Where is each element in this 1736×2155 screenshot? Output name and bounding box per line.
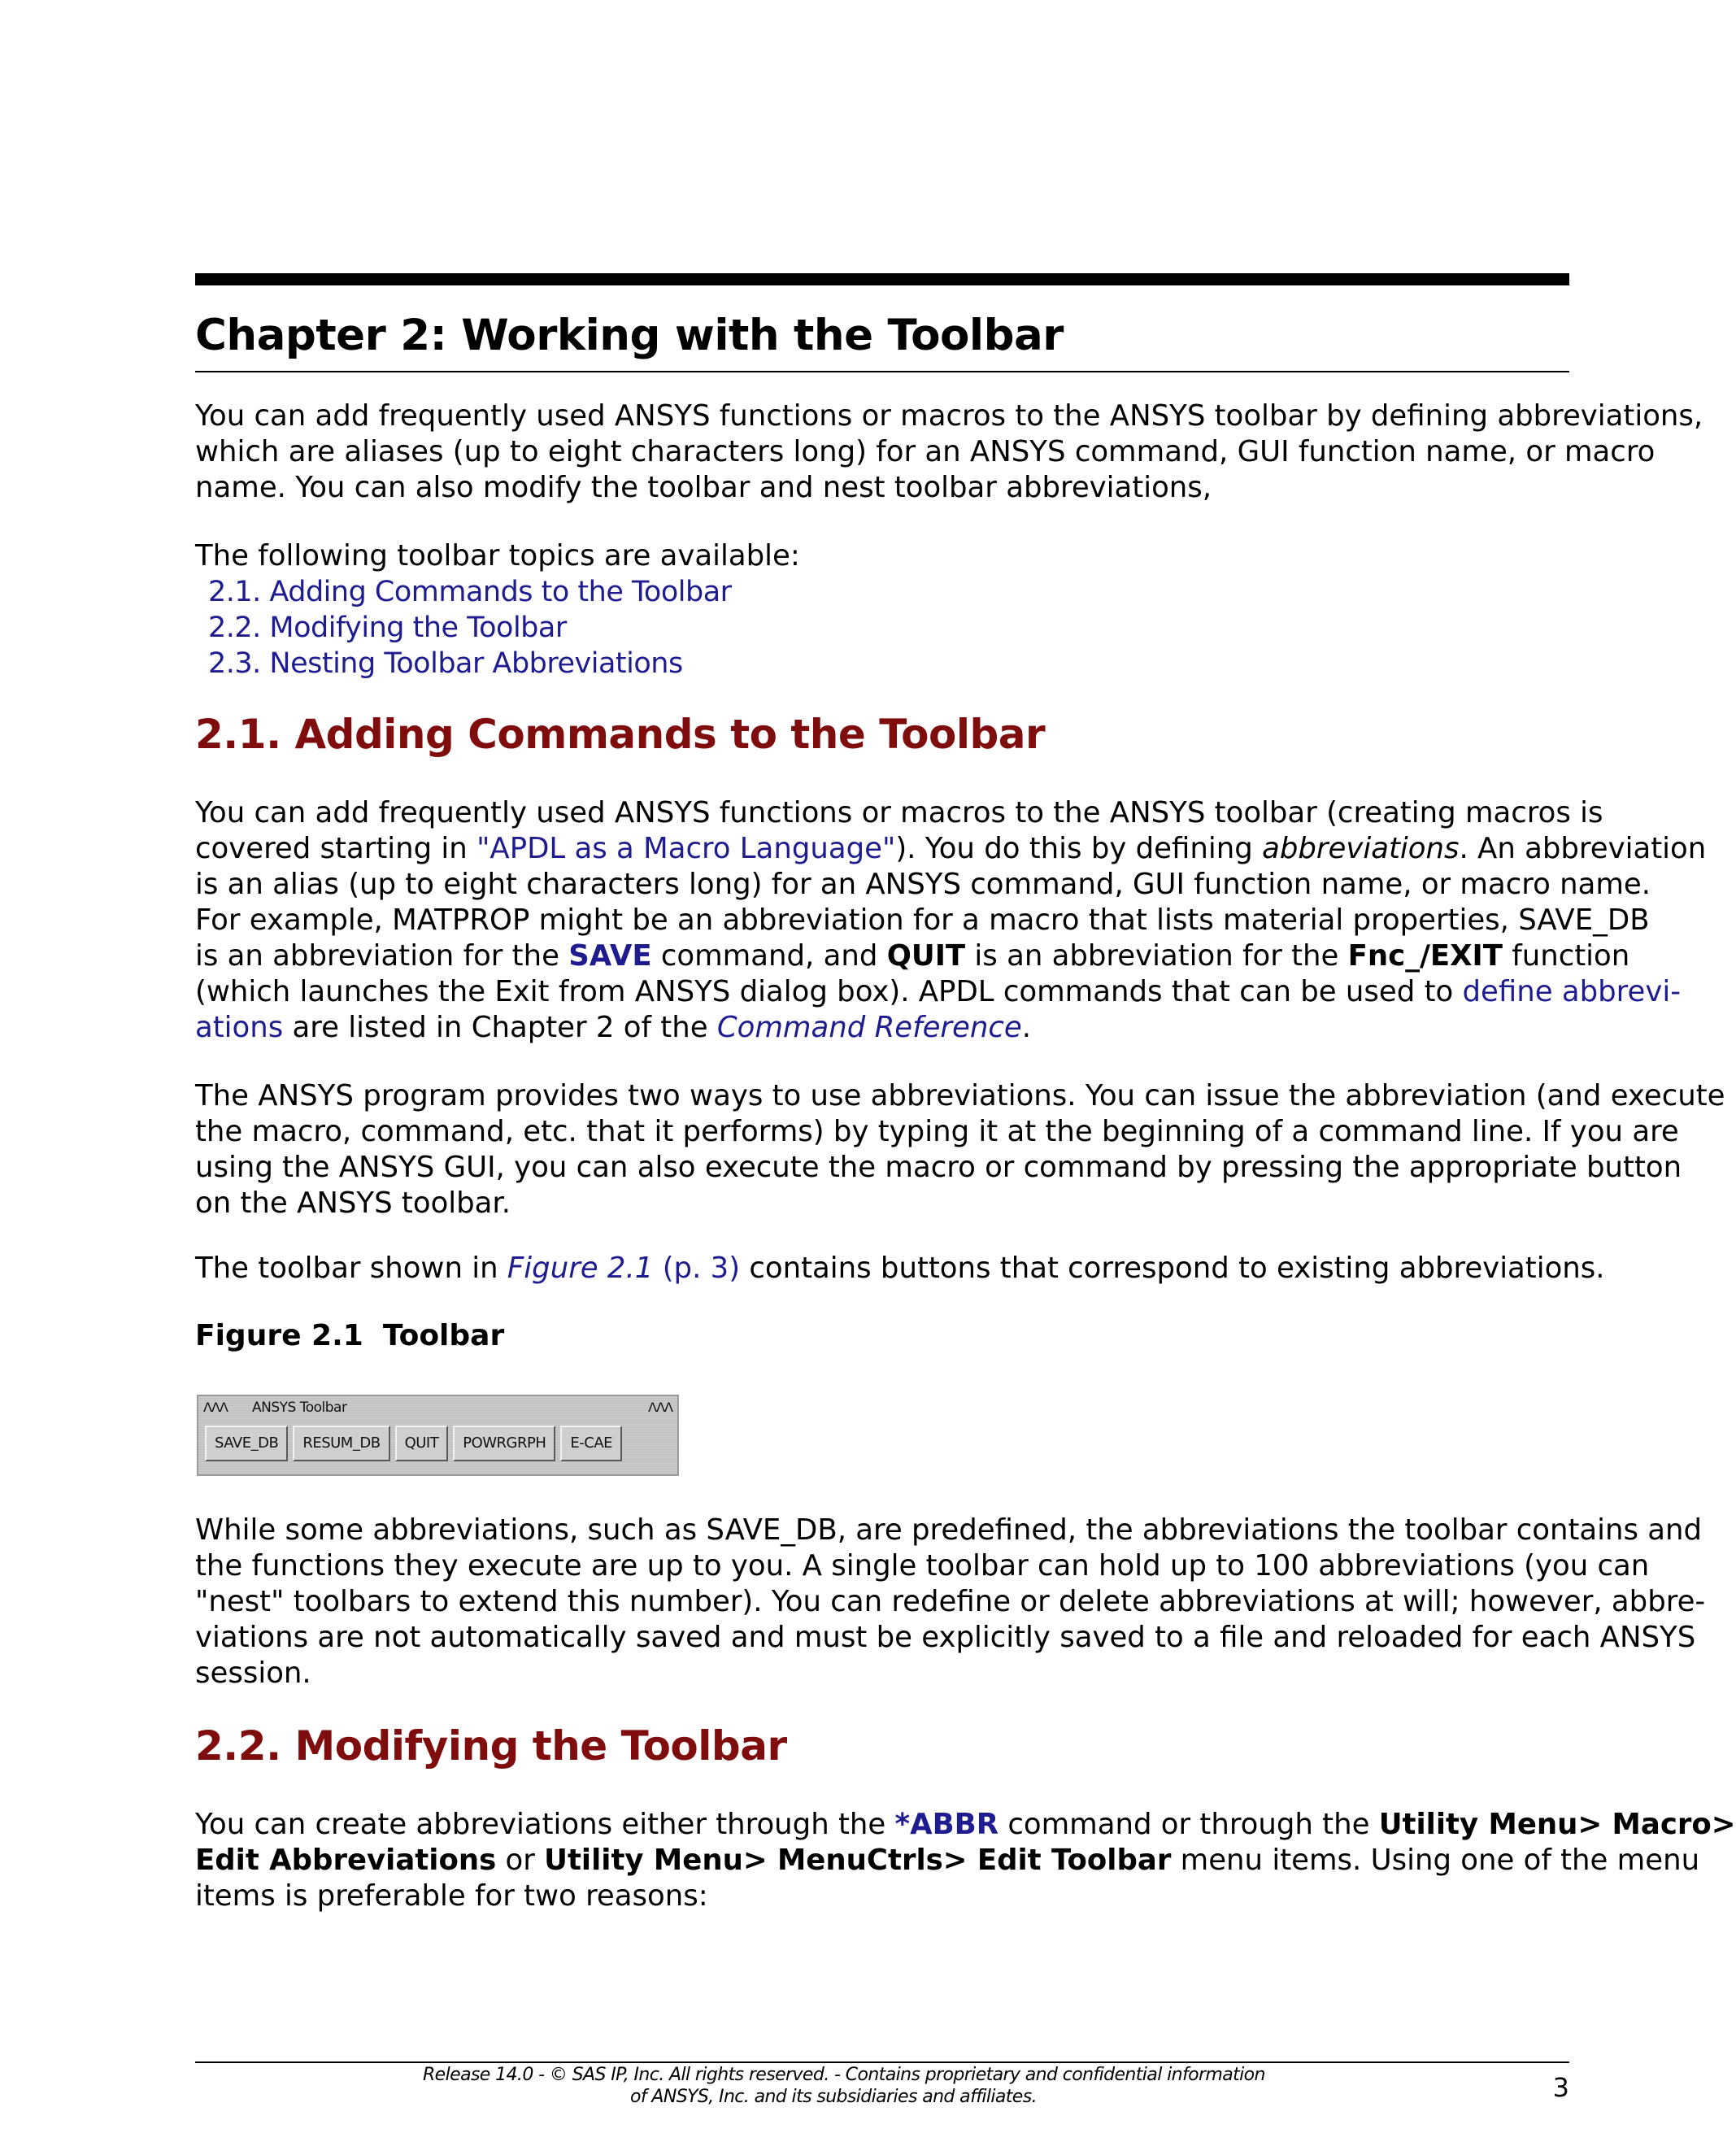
text-line: You can add frequently used ANSYS functions or macros to the ANSYS toolbar by defining abbreviations, [195, 399, 1703, 433]
text-run: are listed in Chapter 2 of the [283, 1011, 717, 1044]
toolbar-caret-right-icon: ΛΛΛ [648, 1400, 672, 1415]
footer-line: of ANSYS, Inc. and its subsidiaries and affiliates. [630, 2087, 1037, 2107]
apdl-macro-language-link[interactable]: "APDL as a Macro Language" [476, 832, 896, 865]
section1-paragraph-4 [195, 1513, 1706, 1691]
text-line: which are aliases (up to eight characters long) for an ANSYS command, GUI function name, or macro [195, 435, 1656, 468]
footer-rule [195, 2061, 1569, 2063]
toc-link-modifying-toolbar[interactable]: 2.2. Modifying the Toolbar [208, 612, 567, 644]
text-line: For example, MATPROP might be an abbreviation for a macro that lists material properties, SAVE_DB [195, 903, 1650, 937]
text-line: the macro, command, etc. that it performs) by typing it at the beginning of a command line. If you are [195, 1115, 1679, 1148]
text-run: You can create abbreviations either through the [195, 1808, 895, 1841]
figure-number: Figure 2.1 [195, 1319, 363, 1352]
resum-db-button[interactable]: RESUM_DB [293, 1426, 389, 1461]
menu-path-edit-toolbar: Utility Menu> MenuCtrls> Edit Toolbar [544, 1844, 1172, 1877]
text-line: items is preferable for two reasons: [195, 1879, 708, 1913]
text-run: command or through the [999, 1808, 1379, 1841]
text-line [195, 1843, 1700, 1879]
ansys-toolbar-figure [197, 1395, 679, 1476]
text-run: ). You do this by defining [895, 832, 1263, 865]
fnc-exit-keyword: Fnc_/EXIT [1347, 939, 1503, 973]
text-run: command, and [651, 939, 887, 973]
text-line: viations are not automatically saved and must be explicitly saved to a file and reloaded for each ANSYS [195, 1621, 1696, 1654]
text-run: or [496, 1844, 545, 1877]
figure-title: Toolbar [382, 1319, 505, 1352]
define-abbreviations-link-cont[interactable]: ations [195, 1011, 284, 1044]
text-line: name. You can also modify the toolbar and nest toolbar abbreviations, [195, 471, 1212, 504]
page-reference-link[interactable]: (p. 3) [662, 1252, 741, 1285]
text-run: function [1502, 939, 1630, 973]
command-reference-link[interactable]: Command Reference [716, 1011, 1022, 1044]
toc-link-nesting-abbreviations[interactable]: 2.3. Nesting Toolbar Abbreviations [208, 647, 683, 680]
menu-path-utility-macro: Utility Menu> Macro> [1378, 1808, 1736, 1841]
e-cae-button[interactable]: E-CAE [560, 1426, 622, 1461]
section1-paragraph-3 [195, 1251, 1605, 1286]
text-line: the functions they execute are up to you. A single toolbar can hold up to 100 abbreviations (you can [195, 1549, 1650, 1583]
quit-button[interactable]: QUIT [395, 1426, 449, 1461]
emphasis-abbreviations: abbreviations [1262, 832, 1460, 865]
text-run: . [1021, 1011, 1032, 1044]
text-run: (which launches the Exit from ANSYS dialog box). APDL commands that can be used to [195, 975, 1463, 1008]
table-of-contents [208, 574, 732, 681]
figure-caption [195, 1319, 504, 1352]
section2-paragraph-1 [195, 1807, 1736, 1914]
menu-path-edit-abbreviations: Edit Abbreviations [195, 1844, 497, 1877]
page-number: 3 [1552, 2072, 1569, 2103]
figure-reference-link[interactable]: Figure 2.1 [507, 1252, 654, 1285]
text-line [195, 1251, 1605, 1286]
text-line: The following toolbar topics are available: [195, 539, 800, 572]
text-line [195, 831, 1707, 867]
text-line [195, 1010, 1577, 1046]
text-line: is an alias (up to eight characters long) for an ANSYS command, GUI function name, or macro name. [195, 868, 1651, 901]
toolbar-buttons [205, 1426, 622, 1461]
text-line: session. [195, 1657, 311, 1690]
section-title-adding-commands: 2.1. Adding Commands to the Toolbar [195, 711, 1046, 758]
footer-copyright [423, 2064, 1265, 2108]
text-line: The ANSYS program provides two ways to use abbreviations. You can issue the abbreviation (and execute [195, 1079, 1725, 1112]
define-abbreviations-link[interactable]: define abbrevi- [1462, 975, 1682, 1008]
chapter-rule [195, 371, 1569, 372]
text-line: on the ANSYS toolbar. [195, 1186, 511, 1220]
top-rule [195, 273, 1569, 285]
save-command-link[interactable]: SAVE [568, 939, 652, 973]
topics-lead [195, 538, 1577, 574]
text-run: contains buttons that correspond to existing abbreviations. [740, 1252, 1605, 1285]
text-line [195, 938, 1630, 974]
section1-paragraph-1 [195, 795, 1707, 1046]
text-run: is an abbreviation for the [965, 939, 1348, 973]
section1-paragraph-2 [195, 1078, 1725, 1221]
toc-link-adding-commands[interactable]: 2.1. Adding Commands to the Toolbar [208, 576, 732, 608]
chapter-title: Chapter 2: Working with the Toolbar [195, 311, 1064, 360]
toolbar-titlebar [202, 1399, 674, 1417]
text-line: You can add frequently used ANSYS functions or macros to the ANSYS toolbar (creating macros is [195, 796, 1603, 829]
section-title-modifying-toolbar: 2.2. Modifying the Toolbar [195, 1722, 787, 1770]
toolbar-caret-left-icon: ΛΛΛ [203, 1400, 228, 1415]
text-run: . An abbreviation [1459, 832, 1707, 865]
powrgrph-button[interactable]: POWRGRPH [453, 1426, 555, 1461]
save-db-button[interactable]: SAVE_DB [205, 1426, 288, 1461]
abbr-command-link[interactable]: *ABBR [894, 1808, 999, 1841]
text-run: The toolbar shown in [195, 1252, 507, 1285]
text-line: While some abbreviations, such as SAVE_DB, are predefined, the abbreviations the toolbar contains and [195, 1513, 1703, 1547]
text-run: is an abbreviation for the [195, 939, 569, 973]
text-line [195, 974, 1682, 1010]
text-line: "nest" toolbars to extend this number). You can redefine or delete abbreviations at will; however, abbre- [195, 1585, 1706, 1618]
text-run: covered starting in [195, 832, 477, 865]
text-line: using the ANSYS GUI, you can also execute the macro or command by pressing the appropriate button [195, 1151, 1682, 1184]
text-line [195, 1807, 1736, 1843]
intro-paragraph [195, 398, 1703, 506]
toolbar-title: ANSYS Toolbar [252, 1400, 347, 1416]
text-run: menu items. Using one of the menu [1171, 1844, 1700, 1877]
footer-line: Release 14.0 - © SAS IP, Inc. All rights reserved. - Contains proprietary and confidential information [423, 2065, 1265, 2085]
quit-keyword: QUIT [886, 939, 966, 973]
